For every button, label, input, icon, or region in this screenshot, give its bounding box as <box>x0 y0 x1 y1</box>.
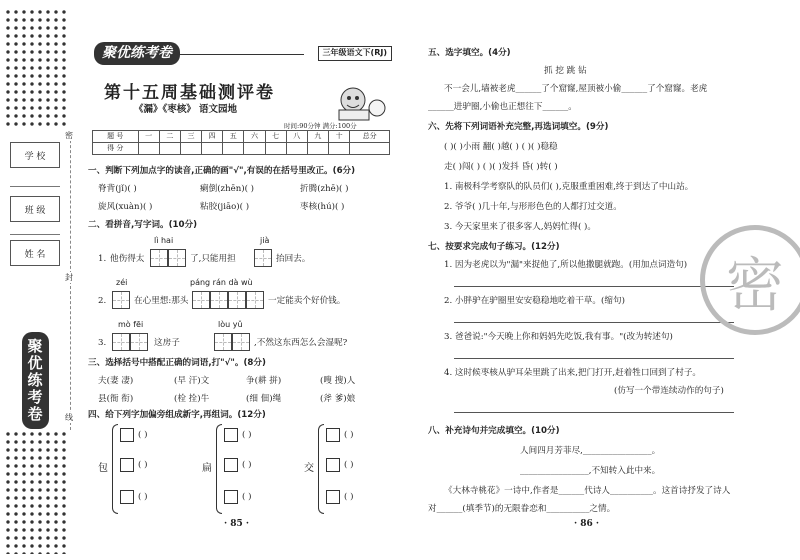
radical-box[interactable] <box>224 458 238 472</box>
q2-l2-pinyin-1: zéi <box>116 278 128 287</box>
score-cell: 五 <box>223 131 244 143</box>
q4-word-blank[interactable]: ( ) <box>344 460 354 470</box>
q4-word-blank[interactable]: ( ) <box>138 460 148 470</box>
page-title: 第十五周基础测评卷 <box>104 83 275 103</box>
page-subtitle: 《漏》《枣核》 语文园地 <box>134 104 238 115</box>
q4-base-char: 交 <box>304 463 314 474</box>
writing-grid-box[interactable] <box>150 249 168 267</box>
q2-l2-num: 2. <box>98 296 107 306</box>
score-cell: 八 <box>286 131 307 143</box>
q6-words-2[interactable]: 走( )闯( ) ( )( )发抖 昏( )转( ) <box>444 162 558 172</box>
q3-item[interactable]: 县(衙 衔) <box>98 394 134 404</box>
q5-line-1[interactable]: 不一会儿,墙被老虎______了个窟窿,屋顶被小偷______了个窟窿。老虎 <box>444 84 708 94</box>
q2-heading: 二、看拼音,写字词。(10分) <box>88 220 198 230</box>
q2-l3-text-a: 这房子 <box>154 338 180 348</box>
score-input-cell[interactable] <box>286 143 307 155</box>
class-line <box>10 234 60 235</box>
writing-grid-box[interactable] <box>192 291 210 309</box>
q4-word-blank[interactable]: ( ) <box>138 430 148 440</box>
q1-item: 旋风(xuàn)( ) <box>98 202 153 212</box>
writing-grid-box[interactable] <box>246 291 264 309</box>
answer-line[interactable] <box>454 358 734 359</box>
q4-word-blank[interactable]: ( ) <box>138 492 148 502</box>
q4-word-blank[interactable]: ( ) <box>344 492 354 502</box>
q6-words-1[interactable]: ( )( )小雨 翻( )越( ) ( )( )稳稳 <box>444 142 558 152</box>
q1-answer[interactable]: ( ) <box>244 184 255 194</box>
q3-item[interactable]: (嗖 搜)人 <box>320 376 356 386</box>
q2-l1-text-b: 了,只能用担 <box>190 254 236 264</box>
q3-item[interactable]: (早 汗)文 <box>174 376 210 386</box>
score-cell: 题 号 <box>93 131 139 143</box>
writing-grid-box[interactable] <box>254 249 272 267</box>
q1-answer[interactable]: ( ) <box>339 184 349 194</box>
score-cell: 九 <box>307 131 328 143</box>
q5-line-2[interactable]: ______进驴圈,小偷也正想往下______。 <box>428 102 577 112</box>
q2-l3-pinyin-1: mò fēi <box>118 320 144 329</box>
writing-grid-box[interactable] <box>214 333 232 351</box>
q8-line-1[interactable]: 人间四月芳菲尽,________________。 <box>520 446 661 456</box>
q1-item: 折腾(zhē)( ) <box>300 184 349 194</box>
q7-sentence-2: 2. 小胖驴在驴圈里安安稳稳地吃着干草。(缩句) <box>444 296 625 306</box>
q7-sentence-4: 4. 这时候枣核从驴耳朵里跳了出来,把门打开,赶着牲口回到了村子。 <box>444 368 702 378</box>
q1-answer[interactable]: ( ) <box>142 202 153 212</box>
q2-l2-text-b: 一定能卖个好价钱。 <box>268 296 346 306</box>
q1-item: 脊背(jǐ)( ) <box>98 184 137 194</box>
score-row-label: 得 分 <box>93 143 139 155</box>
mascot-illustration-icon <box>329 82 389 124</box>
score-cell: 一 <box>138 131 159 143</box>
score-header-row <box>93 131 390 143</box>
q7-heading: 七、按要求完成句子练习。(12分) <box>428 242 560 252</box>
score-cell: 三 <box>180 131 201 143</box>
q4-word-blank[interactable]: ( ) <box>242 430 252 440</box>
q1-heading: 一、判断下列加点字的读音,正确的画"√",有误的在括号里改正。(6分) <box>88 166 356 176</box>
cut-mark-1: 密 <box>65 131 73 140</box>
radical-box[interactable] <box>326 490 340 504</box>
q4-heading: 四、给下列字加偏旁组成新字,再组词。(12分) <box>88 410 266 420</box>
q2-l2-pinyin-2: páng rán dà wù <box>190 278 253 287</box>
exam-meta: 时间:90分钟 满分:100分 <box>284 122 357 130</box>
score-input-row <box>93 143 390 155</box>
radical-box[interactable] <box>224 490 238 504</box>
q4-word-blank[interactable]: ( ) <box>242 460 252 470</box>
q2-l1-text-a: 他伤得太 <box>110 254 145 264</box>
writing-grid-box[interactable] <box>112 333 130 351</box>
page-number-left: · 85 · <box>224 519 250 529</box>
score-input-cell[interactable] <box>223 143 244 155</box>
q2-l3-text-b: ,不然这东西怎么会湿呢? <box>254 338 348 348</box>
q5-options: 抓 挖 跳 钻 <box>544 66 587 76</box>
score-input-cell[interactable] <box>265 143 286 155</box>
q6-sentence-3[interactable]: 3. 今天家里来了很多客人,妈妈忙得( )。 <box>444 222 597 232</box>
q2-l3-num: 3. <box>98 338 107 348</box>
radical-box[interactable] <box>120 428 134 442</box>
q3-item[interactable]: (栓 拴)牛 <box>174 394 210 404</box>
q6-sentence-2[interactable]: 2. 爷爷( )几十年,与形形色色的人都打过交道。 <box>444 202 622 212</box>
q8-line-3[interactable]: 《大林寺桃花》一诗中,作者是______代诗人__________。这首诗抒发了诗人 <box>444 486 731 496</box>
q4-bracket <box>216 424 222 514</box>
binding-strip <box>0 0 78 560</box>
school-line <box>10 186 60 187</box>
q3-item[interactable]: 争(耕 拼) <box>246 376 282 386</box>
q4-word-blank[interactable]: ( ) <box>344 430 354 440</box>
score-input-cell[interactable] <box>202 143 223 155</box>
q3-item[interactable]: (细 佃)绳 <box>246 394 282 404</box>
q3-item[interactable]: 夫(妻 凄) <box>98 376 134 386</box>
q6-sentence-1[interactable]: 1. 南极科学考察队的队员们( ),克服重重困难,终于到达了中山站。 <box>444 182 694 192</box>
q6-heading: 六、先将下列词语补充完整,再选词填空。(9分) <box>428 122 609 132</box>
score-input-cell[interactable] <box>350 143 390 155</box>
radical-box[interactable] <box>326 428 340 442</box>
score-cell: 十 <box>329 131 350 143</box>
radical-box[interactable] <box>224 428 238 442</box>
q4-bracket <box>318 424 324 514</box>
score-table <box>92 130 390 155</box>
score-cell: 七 <box>265 131 286 143</box>
q1-item: 瘌倒(zhēn)( ) <box>200 184 255 194</box>
q4-base-char: 扁 <box>202 463 212 474</box>
score-input-cell[interactable] <box>244 143 265 155</box>
writing-grid-box[interactable] <box>168 249 186 267</box>
q5-heading: 五、选字填空。(4分) <box>428 48 511 58</box>
q2-l1-pinyin-1: lì hai <box>154 236 174 245</box>
answer-line[interactable] <box>454 322 734 323</box>
dot-pattern-top <box>4 8 66 126</box>
q7-sentence-3: 3. 爸爸说:"今天晚上你和妈妈先吃饭,我有事。"(改为转述句) <box>444 332 673 342</box>
q7-sentence-1: 1. 因为老虎以为"漏"来捉他了,所以他撒腿就跑。(用加点词造句) <box>444 260 688 270</box>
q8-line-2[interactable]: ________________,不知转入此中来。 <box>520 466 661 476</box>
q1-item: 粘胶(jiāo)( ) <box>200 202 250 212</box>
q8-line-4[interactable]: 对______(填季节)的无限眷恋和__________之情。 <box>428 504 616 514</box>
dot-pattern-bottom <box>4 430 66 554</box>
page-number-right: · 86 · <box>574 519 600 529</box>
q2-l1-pinyin-2: jià <box>260 236 270 245</box>
school-label: 学 校 <box>10 142 60 168</box>
q2-l1-text-c: 抬回去。 <box>276 254 311 264</box>
writing-grid-box[interactable] <box>210 291 228 309</box>
score-input-cell[interactable] <box>329 143 350 155</box>
score-input-cell[interactable] <box>307 143 328 155</box>
score-cell: 二 <box>159 131 180 143</box>
q2-l1-num: 1. <box>98 254 107 264</box>
q4-word-blank[interactable]: ( ) <box>242 492 252 502</box>
q1-answer[interactable]: ( ) <box>334 202 345 212</box>
q3-item[interactable]: (斧 爹)娘 <box>320 394 356 404</box>
cut-mark-2: 封 <box>65 273 73 282</box>
score-input-cell[interactable] <box>180 143 201 155</box>
radical-box[interactable] <box>120 458 134 472</box>
score-input-cell[interactable] <box>159 143 180 155</box>
class-label: 班 级 <box>10 196 60 222</box>
writing-grid-box[interactable] <box>228 291 246 309</box>
seal-stamp: 密 <box>700 225 800 335</box>
name-label: 姓 名 <box>10 240 60 266</box>
q1-answer[interactable]: ( ) <box>127 184 137 194</box>
radical-box[interactable] <box>326 458 340 472</box>
q4-bracket <box>112 424 118 514</box>
score-cell: 四 <box>202 131 223 143</box>
score-cell: 总分 <box>350 131 390 143</box>
cut-mark-3: 线 <box>65 413 73 422</box>
brand-logo: 聚优练考卷 <box>94 42 180 65</box>
q8-heading: 八、补充诗句并完成填空。(10分) <box>428 426 560 436</box>
radical-box[interactable] <box>120 490 134 504</box>
q2-l2-text-a: 在心里想:那头 <box>134 296 189 306</box>
q2-l3-pinyin-2: lòu yǔ <box>218 320 243 329</box>
answer-line[interactable] <box>454 412 734 413</box>
answer-line[interactable] <box>454 286 734 287</box>
strip-brand: 聚优练考卷 <box>24 280 46 480</box>
q1-item: 枣核(hú)( ) <box>300 202 345 212</box>
grade-tag: 三年级语文下(RJ) <box>318 46 392 61</box>
writing-grid-box[interactable] <box>232 333 250 351</box>
writing-grid-box[interactable] <box>112 291 130 309</box>
banner-rule <box>174 54 304 55</box>
page-banner <box>84 38 394 68</box>
score-cell: 六 <box>244 131 265 143</box>
score-input-cell[interactable] <box>138 143 159 155</box>
writing-grid-box[interactable] <box>130 333 148 351</box>
q1-answer[interactable]: ( ) <box>239 202 250 212</box>
q4-base-char: 包 <box>98 463 108 474</box>
q3-heading: 三、选择括号中搭配正确的词语,打"√"。(8分) <box>88 358 266 368</box>
q7-sentence-4-note: (仿写一个带连续动作的句子) <box>614 386 724 396</box>
